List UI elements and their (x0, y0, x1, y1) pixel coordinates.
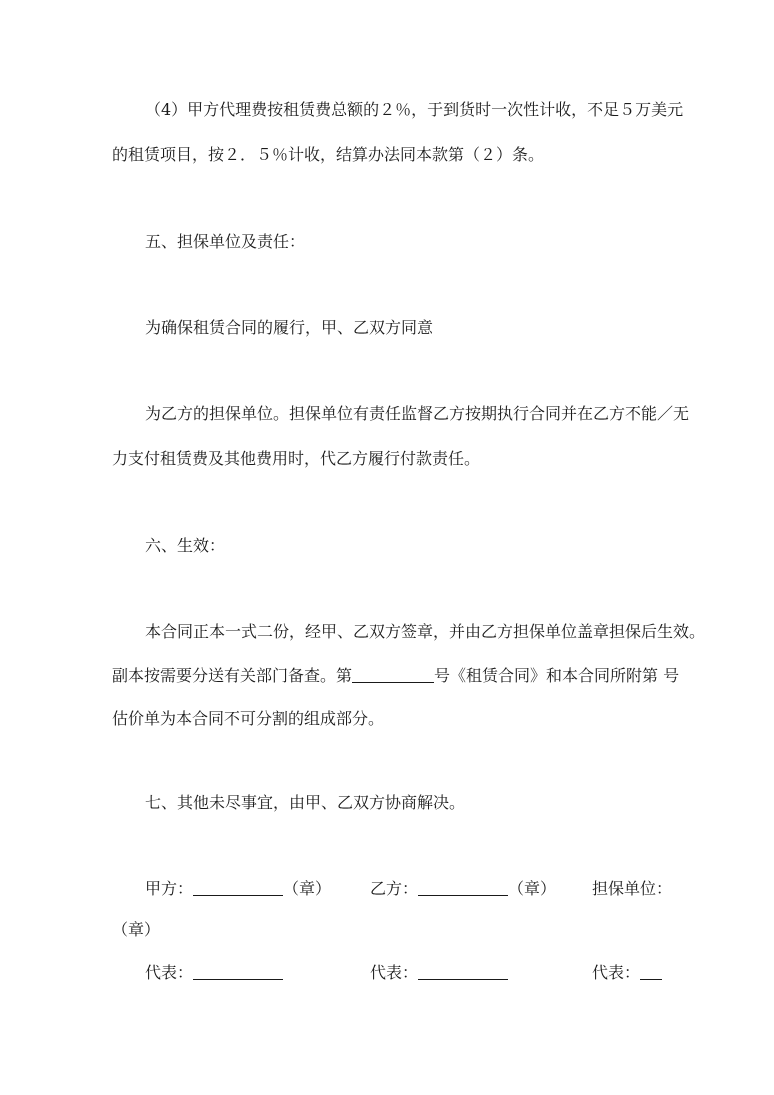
section-5-heading: 五、担保单位及责任： (145, 232, 306, 251)
guarantor-representative (592, 963, 662, 983)
party-b-seal: （章） (508, 879, 557, 898)
party-a-seal: （章） (283, 879, 332, 898)
section-6-line-3: 估价单为本合同不可分割的组成部分。 (112, 709, 385, 728)
section-6-line-1: 本合同正本一式二份，经甲、乙双方签章，并由乙方担保单位盖章担保后生效。 (145, 622, 706, 641)
rep-b-blank (418, 963, 508, 980)
rep-b-label: 代表： (370, 963, 419, 982)
party-a-signature (145, 879, 331, 899)
section-7-text: 七、其他未尽事宜，由甲、乙双方协商解决。 (145, 793, 466, 812)
guarantor-seal: （章） (112, 920, 161, 939)
party-b-label: 乙方： (370, 879, 419, 898)
rep-a-label: 代表： (145, 963, 194, 982)
rep-g-label: 代表： (592, 963, 641, 982)
party-b-signature (370, 879, 556, 899)
section-5-paragraph-2-line-1: 为乙方的担保单位。担保单位有责任监督乙方按期执行合同并在乙方不能／无 (145, 404, 690, 423)
rep-a-blank (193, 963, 283, 980)
party-a-representative (145, 963, 283, 983)
rep-g-blank (640, 963, 662, 980)
guarantor-label: 担保单位： (592, 879, 673, 898)
party-b-representative (370, 963, 508, 983)
section-6-line-2-after: 号《租赁合同》和本合同所附第 号 (434, 666, 680, 685)
section-6-line-2-before: 副本按需要分送有关部门备查。第 (112, 666, 353, 685)
contract-number-blank (352, 666, 434, 683)
clause-4-line-1: （4）甲方代理费按租赁费总额的２％，于到货时一次性计收，不足５万美元 (145, 100, 684, 119)
section-5-paragraph-1: 为确保租赁合同的履行，甲、乙双方同意 (145, 318, 434, 337)
clause-4-line-2: 的租赁项目，按２．５％计收，结算办法同本款第（２）条。 (112, 145, 545, 164)
party-a-blank (193, 879, 283, 896)
section-6-heading: 六、生效： (145, 536, 226, 555)
party-a-label: 甲方： (145, 879, 194, 898)
section-6-line-2 (112, 666, 679, 686)
section-5-paragraph-2-line-2: 力支付租赁费及其他费用时，代乙方履行付款责任。 (112, 449, 481, 468)
party-b-blank (418, 879, 508, 896)
